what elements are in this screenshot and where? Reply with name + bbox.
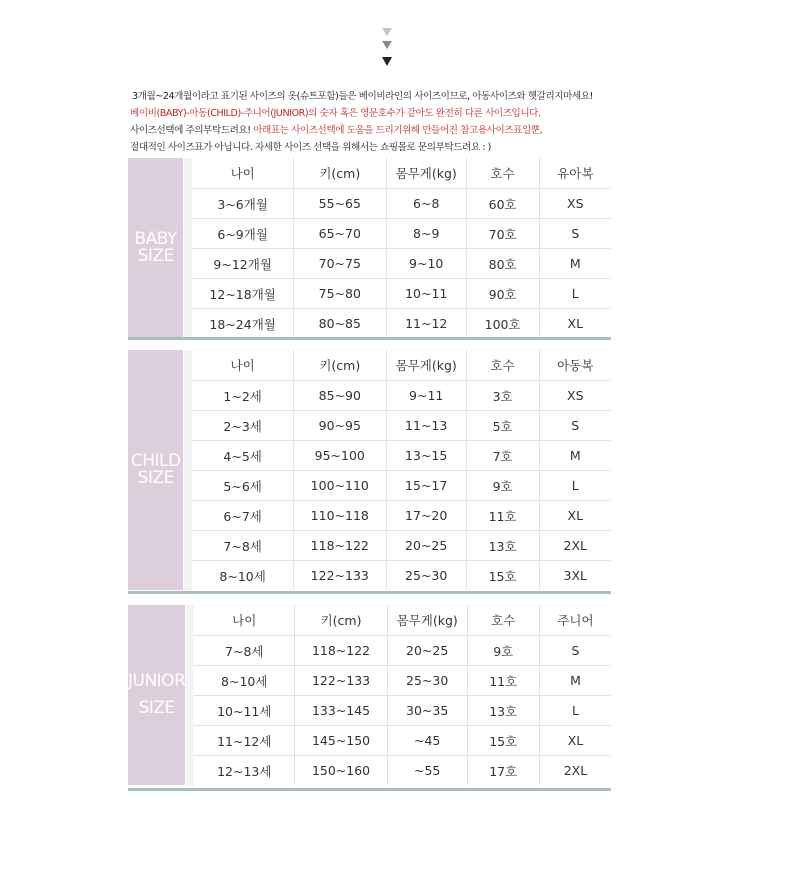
table-cell: 5~6세 [192, 471, 293, 501]
table-header-row [128, 350, 611, 381]
table-cell: L [539, 471, 611, 501]
table-cell: 17~20 [386, 501, 466, 531]
table-cell: 2XL [539, 531, 611, 561]
table-cell: 122~133 [293, 561, 386, 591]
table-cell: 5호 [466, 411, 539, 441]
column-header: 몸무게(kg) [387, 605, 467, 636]
table-cell: 133~145 [295, 696, 388, 726]
column-header: 호수 [466, 158, 539, 189]
table-cell: XS [539, 381, 611, 411]
table-cell: ~55 [387, 756, 467, 786]
down-arrows [379, 28, 395, 66]
table-cell: 55~65 [293, 189, 386, 219]
size-notice [130, 88, 650, 156]
notice-line-3-red: 아래표는 사이즈선택에 도움을 드리기위해 만들어진 참고용사이즈표일뿐, [253, 125, 543, 136]
label-gap [186, 605, 194, 785]
table-cell: 95~100 [293, 441, 386, 471]
table-cell: 122~133 [295, 666, 388, 696]
child-table-bottom-rule [128, 591, 611, 594]
table-cell: 4~5세 [192, 441, 293, 471]
table-cell: 15~17 [386, 471, 466, 501]
table-cell: 9호 [466, 471, 539, 501]
table-cell: 11~12 [386, 309, 466, 339]
notice-line-3-black: 사이즈선택에 주의부탁드려요! [130, 125, 251, 136]
table-cell: 6~9개월 [192, 219, 293, 249]
table-cell: 13호 [467, 696, 539, 726]
arrow-down-icon [382, 28, 392, 36]
table-cell: 75~80 [293, 279, 386, 309]
table-cell: 15호 [467, 726, 539, 756]
notice-line-3 [130, 122, 650, 139]
column-header: 호수 [466, 350, 539, 381]
column-header: 몸무게(kg) [386, 158, 466, 189]
column-header: 아동복 [539, 350, 611, 381]
table-cell: 100호 [466, 309, 539, 339]
table-cell: 60호 [466, 189, 539, 219]
table-cell: 2~3세 [192, 411, 293, 441]
column-header: 호수 [467, 605, 539, 636]
table-row [128, 381, 611, 411]
table-row [128, 501, 611, 531]
table-cell: 7~8세 [192, 531, 293, 561]
table-cell: 9~12개월 [192, 249, 293, 279]
table-row [128, 309, 611, 339]
column-header: 나이 [194, 605, 294, 636]
table-cell: S [539, 411, 611, 441]
table-cell: XL [539, 309, 611, 339]
table-cell: 7~8세 [194, 636, 294, 666]
size-label-line-2: SIZE [137, 246, 174, 266]
table-row [128, 189, 611, 219]
baby-size-table [128, 158, 611, 339]
table-cell: 11~13 [386, 411, 466, 441]
table-cell: M [539, 249, 611, 279]
table-cell: 145~150 [295, 726, 388, 756]
size-label-line-1: BABY [134, 229, 177, 249]
table-cell: 6~8 [386, 189, 466, 219]
label-gap [184, 350, 192, 590]
table-cell: 9~10 [386, 249, 466, 279]
table-cell: 11~12세 [194, 726, 294, 756]
table-cell: 7호 [466, 441, 539, 471]
table-cell: 6~7세 [192, 501, 293, 531]
column-header: 나이 [192, 350, 293, 381]
table-cell: 118~122 [293, 531, 386, 561]
table-cell: S [539, 219, 611, 249]
size-label-line-2: SIZE [137, 468, 174, 488]
baby-table-bottom-rule [128, 337, 611, 340]
table-row [128, 561, 611, 591]
table-cell: 90호 [466, 279, 539, 309]
table-row [128, 726, 611, 756]
table-cell: 3XL [539, 561, 611, 591]
size-label-line-2: SIZE [138, 698, 175, 718]
table-row [128, 249, 611, 279]
table-row [128, 441, 611, 471]
table-cell: 10~11세 [194, 696, 294, 726]
child-size-table [128, 350, 611, 591]
table-cell: L [539, 279, 611, 309]
table-row [128, 411, 611, 441]
table-cell: 9호 [467, 636, 539, 666]
column-header: 몸무게(kg) [386, 350, 466, 381]
size-label-line-1: JUNIOR [128, 671, 186, 691]
table-cell: 8~10세 [194, 666, 294, 696]
column-header: 유아복 [539, 158, 611, 189]
table-cell: 12~13세 [194, 756, 294, 786]
table-cell: XL [539, 501, 611, 531]
table-cell: L [539, 696, 611, 726]
table-cell: 11호 [467, 666, 539, 696]
table-cell: 3~6개월 [192, 189, 293, 219]
table-cell: 8~10세 [192, 561, 293, 591]
table-cell: 85~90 [293, 381, 386, 411]
table-row [128, 471, 611, 501]
notice-line-1: 3개월~24개월이라고 표기된 사이즈의 옷(슈트포함)들은 베이비라인의 사이즈이므로, 아동사이즈와 헷갈리지마세요! [132, 91, 593, 102]
table-cell: 25~30 [386, 561, 466, 591]
table-row [128, 756, 611, 786]
table-cell: 20~25 [386, 531, 466, 561]
table-cell: 30~35 [387, 696, 467, 726]
table-cell: 150~160 [295, 756, 388, 786]
table-row [128, 279, 611, 309]
table-cell: 9~11 [386, 381, 466, 411]
column-header: 주니어 [539, 605, 611, 636]
table-cell: 15호 [466, 561, 539, 591]
table-cell: 10~11 [386, 279, 466, 309]
table-cell: 80~85 [293, 309, 386, 339]
table-cell: 12~18개월 [192, 279, 293, 309]
table-cell: 80호 [466, 249, 539, 279]
table-cell: 13호 [466, 531, 539, 561]
table-cell: 11호 [466, 501, 539, 531]
table-cell: S [539, 636, 611, 666]
table-cell: 13~15 [386, 441, 466, 471]
table-cell: 110~118 [293, 501, 386, 531]
table-cell: 90~95 [293, 411, 386, 441]
junior-table-bottom-rule [128, 788, 611, 791]
label-gap [184, 158, 192, 338]
column-header: 키(cm) [293, 158, 386, 189]
table-cell: 3호 [466, 381, 539, 411]
table-cell: 8~9 [386, 219, 466, 249]
table-cell: XL [539, 726, 611, 756]
column-header: 키(cm) [295, 605, 388, 636]
table-row [128, 636, 611, 666]
table-cell: 100~110 [293, 471, 386, 501]
column-header: 키(cm) [293, 350, 386, 381]
notice-line-2: 베이비(BABY)-아동(CHILD)-주니어(JUNIOR)의 숫자 혹은 영문호수가 같아도 완전히 다른 사이즈입니다. [130, 108, 541, 119]
column-header: 나이 [192, 158, 293, 189]
table-cell: M [539, 441, 611, 471]
table-cell: 2XL [539, 756, 611, 786]
table-cell: 1~2세 [192, 381, 293, 411]
table-cell: 70호 [466, 219, 539, 249]
table-header-row [128, 605, 611, 636]
table-row [128, 696, 611, 726]
table-cell: 20~25 [387, 636, 467, 666]
notice-line-4: 절대적인 사이즈표가 아닙니다. 자세한 사이즈 선택을 위해서는 쇼핑몰로 문의부탁드려요 : ) [130, 142, 491, 153]
table-row [128, 219, 611, 249]
size-label-line-1: CHILD [130, 451, 181, 471]
table-header-row [128, 158, 611, 189]
table-cell: ~45 [387, 726, 467, 756]
table-cell: 65~70 [293, 219, 386, 249]
table-cell: 18~24개월 [192, 309, 293, 339]
child-size-label [128, 350, 184, 590]
table-cell: 118~122 [295, 636, 388, 666]
table-cell: XS [539, 189, 611, 219]
table-cell: 17호 [467, 756, 539, 786]
table-row [128, 531, 611, 561]
junior-size-label [128, 605, 186, 785]
table-row [128, 666, 611, 696]
table-cell: 70~75 [293, 249, 386, 279]
arrow-down-icon [382, 57, 392, 66]
table-cell: 25~30 [387, 666, 467, 696]
baby-size-label [128, 158, 184, 338]
arrow-down-icon [382, 41, 392, 49]
table-cell: M [539, 666, 611, 696]
junior-size-table [128, 605, 611, 786]
